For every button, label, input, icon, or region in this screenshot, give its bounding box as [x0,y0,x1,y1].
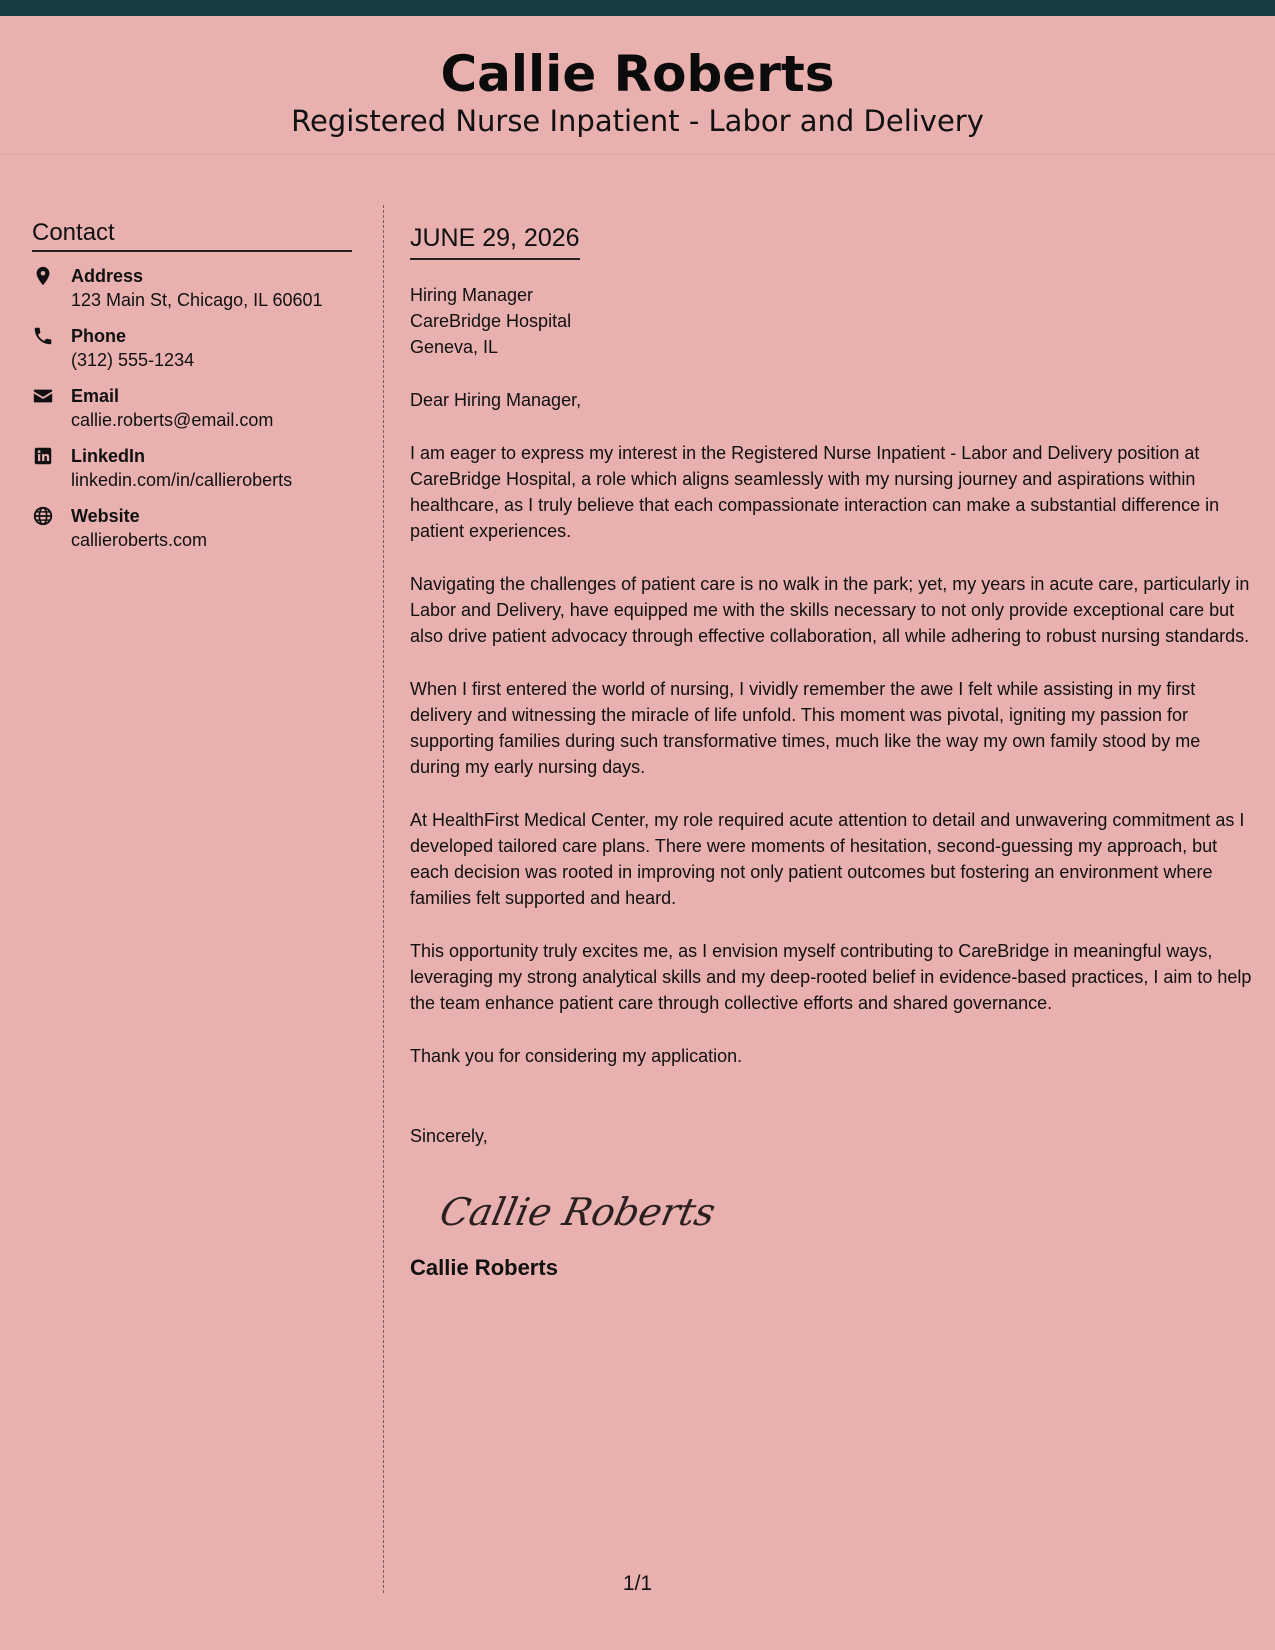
paragraph: This opportunity truly excites me, as I envision myself contributing to CareBridge in meaningful ways, leveraging my strong analytical skills and my deep-rooted belief in evidence-based practices, I aim to help the team enhance patient care through collective efforts and shared governance. [410,941,1252,1013]
recipient-line: Geneva, IL [410,337,499,357]
contact-value: callieroberts.com [71,530,208,550]
handwritten-signature [435,1183,1255,1243]
contact-label: LinkedIn [71,446,146,466]
page-number: 1/1 [622,1572,653,1595]
contact-label: Phone [71,326,127,346]
recipient-line: CareBridge Hospital [410,311,572,331]
contact-item-phone [32,324,352,372]
contact-value: callie.roberts@email.com [71,410,274,430]
column-divider [383,205,384,1593]
letter-body [410,220,1255,1283]
contact-heading: Contact [32,218,352,252]
phone-icon [32,325,54,347]
signed-name: Callie Roberts [410,1255,558,1280]
contact-sidebar [32,218,352,552]
paragraph: Thank you for considering my application. [410,1046,743,1066]
contact-item-linkedin [32,444,352,492]
letter-date: JUNE 29, 2026 [410,220,580,260]
salutation: Dear Hiring Manager, [410,390,582,410]
globe-icon [32,505,54,527]
contact-item-website [32,504,352,552]
contact-item-email [32,384,352,432]
top-accent-bar [0,0,1275,16]
svg-text:Callie Roberts: Callie Roberts [435,1190,720,1235]
contact-value: 123 Main St, Chicago, IL 60601 [71,290,323,310]
paragraph: I am eager to express my interest in the Registered Nurse Inpatient - Labor and Delivery position at CareBridge Hospital, a role which aligns seamlessly with my nursing journey and aspirations within healthcare, as I truly believe that each compassionate interaction can make a substantial difference in patient experiences. [410,443,1220,541]
recipient-block [410,282,1255,360]
contact-label: Email [71,386,120,406]
job-title: Registered Nurse Inpatient - Labor and Delivery [291,104,984,138]
envelope-icon [32,385,54,407]
paragraph: Navigating the challenges of patient care is no walk in the park; yet, my years in acute care, particularly in Labor and Delivery, have equipped me with the skills necessary to not only provide exceptional care but also drive patient advocacy through effective collaboration, all while adhering to robust nursing standards. [410,574,1250,646]
recipient-line: Hiring Manager [410,285,534,305]
contact-value: linkedin.com/in/callieroberts [71,470,293,490]
paragraph: At HealthFirst Medical Center, my role required acute attention to detail and unwavering commitment as I developed tailored care plans. There were moments of hesitation, second-guessing my approach, but each decision was rooted in improving not only patient outcomes but fostering an environment where families felt supported and heard. [410,810,1245,908]
linkedin-icon [32,445,54,467]
contact-label: Website [71,506,140,526]
map-pin-icon [32,265,54,287]
contact-value: (312) 555-1234 [71,350,195,370]
applicant-name: Callie Roberts [440,45,835,103]
header [0,16,1275,155]
paragraph: When I first entered the world of nursing, I vividly remember the awe I felt while assisting in my first delivery and witnessing the miracle of life unfold. This moment was pivotal, igniting my passion for supporting families during such transformative times, much like the way my own family stood by me during my early nursing days. [410,679,1201,777]
contact-item-address [32,264,352,312]
closing: Sincerely, [410,1126,488,1146]
contact-label: Address [71,266,144,286]
